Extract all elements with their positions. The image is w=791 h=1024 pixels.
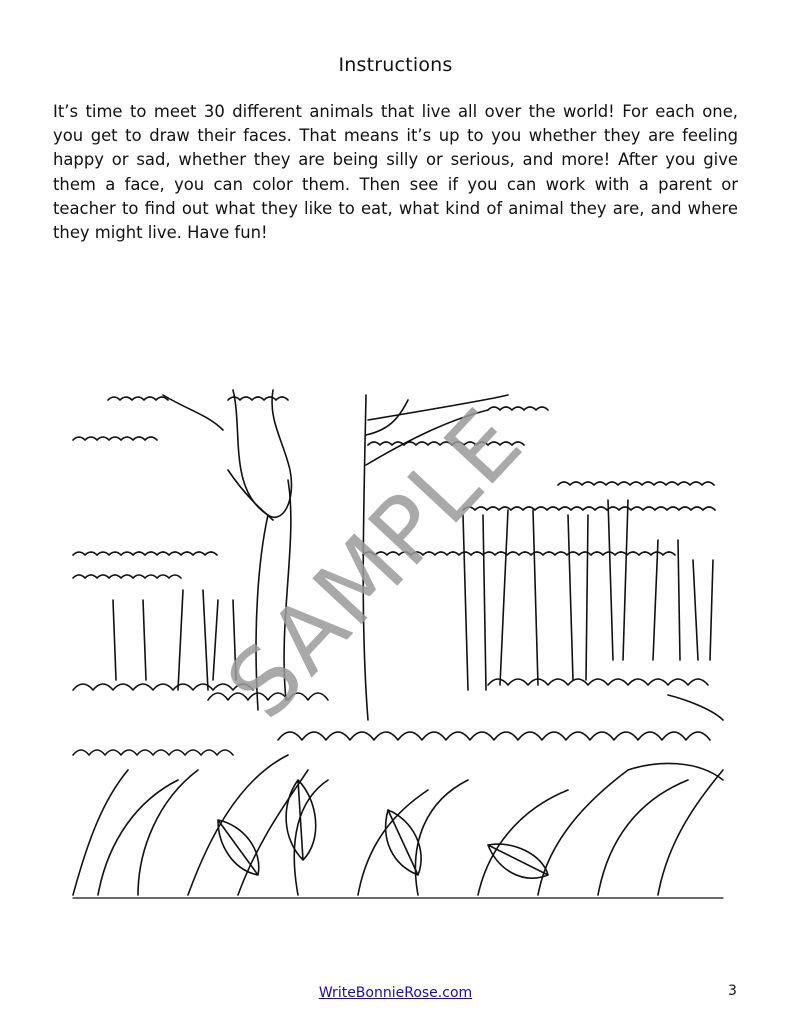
footer-website-link[interactable]: WriteBonnieRose.com: [318, 985, 473, 1001]
page-title: Instructions: [338, 54, 453, 76]
watermark-text: SAMPLE: [206, 388, 544, 739]
bushes: [73, 679, 710, 755]
foreground-plants: [73, 695, 723, 898]
instructions-text: It’s time to meet 30 different animals that live all over the world! For each one, you get to draw their faces. That means it’s up to you whether they are feeling happy or sad, whether they are being silly or serious, and more! After you give them a face, you can color them. Then see if you can work with a parent or teacher to find out what they like to eat, what kind of animal they are, and where they might live. Have fun!: [53, 102, 738, 243]
forest-illustration: [68, 300, 728, 900]
sample-watermark: [207, 388, 544, 738]
page-number: 3: [728, 983, 737, 999]
